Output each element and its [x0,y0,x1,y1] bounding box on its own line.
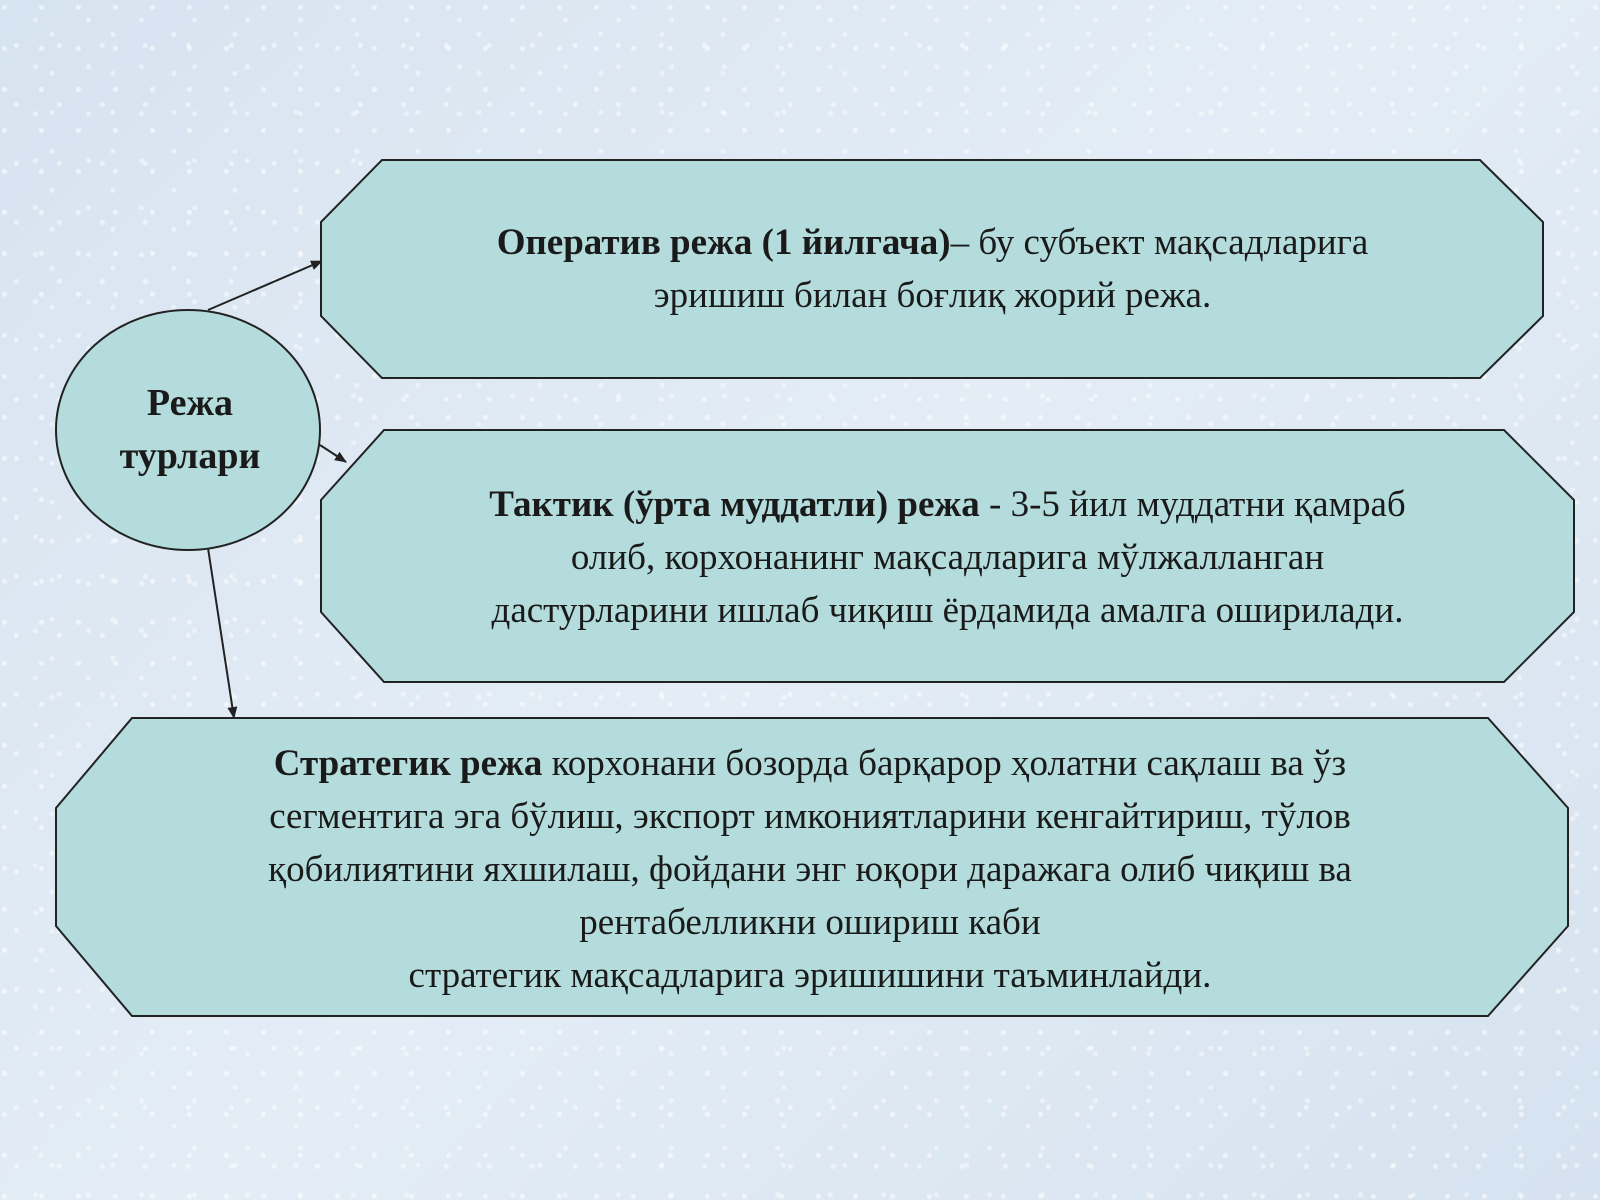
operative-plan-separator: – [950,222,979,263]
tactical-plan-line2: олиб, корхонанинг мақсадларига мўлжалланган [570,537,1325,578]
plan-types-label-line1: Режа [146,382,234,424]
plan-types-label [60,375,320,485]
tactical-plan-title: Тактик (ўрта муддатли) режа [489,484,980,525]
operative-plan-text [330,165,1535,373]
strategic-plan-text [100,728,1520,1010]
tactical-plan-line3: дастурларини ишлаб чиқиш ёрдамида амалга оширилади. [491,590,1404,631]
operative-plan-line2: эришиш билан боғлиқ жорий режа. [653,275,1212,316]
operative-plan-line1: бу субъект мақсадларига [978,222,1369,263]
strategic-plan-line4: рентабелликни ошириш каби [579,901,1041,943]
strategic-plan-title: Стратегик режа [273,742,543,784]
strategic-plan-line2: сегментига эга бўлиш, экспорт имкониятларини кенгайтириш, тўлов [269,795,1351,837]
tactical-plan-separator: - [979,484,1011,525]
plan-types-label-line2: турлари [119,435,261,477]
tactical-plan-line1: 3-5 йил муддатни қамраб [1010,484,1406,525]
arrow-to-strategic [208,548,234,718]
strategic-plan-line3: қобилиятини яхшилаш, фойдани энг юқори даражага олиб чиқиш ва [268,848,1352,890]
tactical-plan-text [330,440,1565,675]
arrow-to-operative [208,261,322,310]
strategic-plan-separator [542,743,551,784]
operative-plan-title: Оператив режа (1 йилгача) [496,222,951,263]
strategic-plan-line1: корхонани бозорда барқарор ҳолатни сақлаш ва ўз [551,742,1347,784]
strategic-plan-line5: стратегик мақсадларига эришишини таъминлайди. [408,954,1212,996]
